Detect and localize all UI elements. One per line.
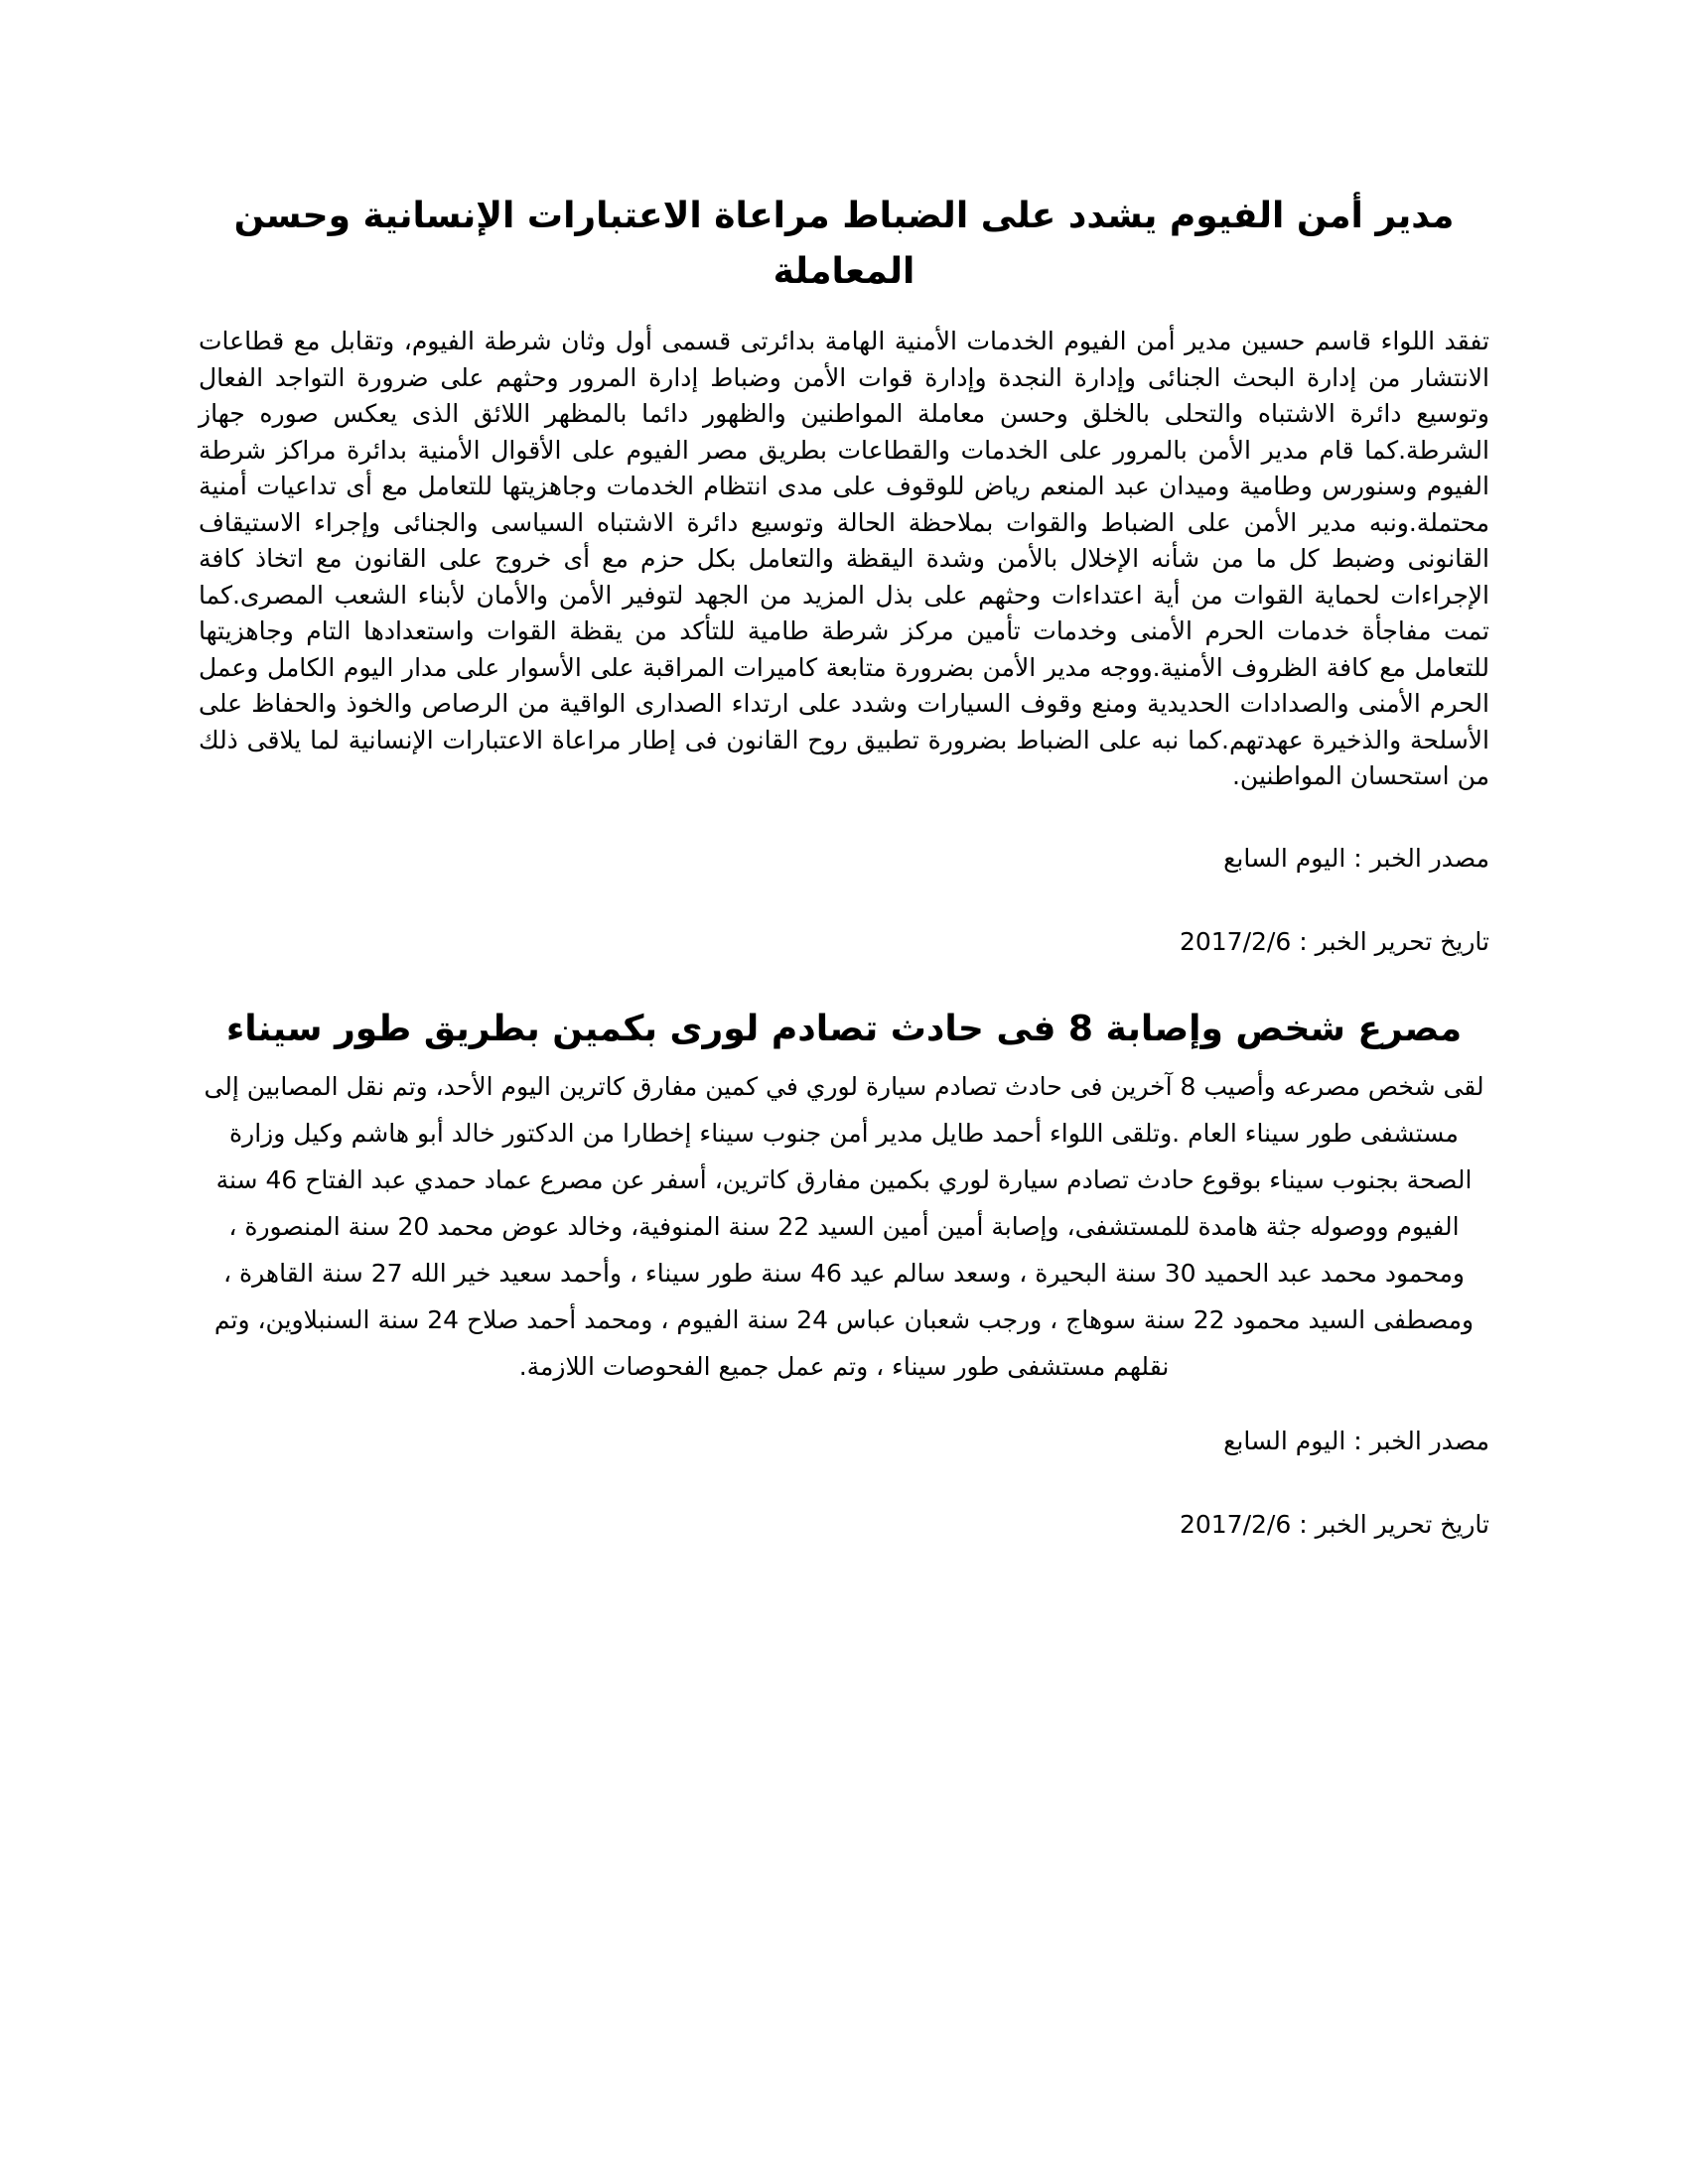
- news-source-label: مصدر الخبر: [1369, 843, 1489, 873]
- separator: :: [1299, 926, 1308, 956]
- news-date-value: 2017/2/6: [1179, 1509, 1292, 1539]
- article-security-inspection: [199, 189, 1489, 960]
- news-date-label: تاريخ تحرير الخبر: [1315, 1509, 1489, 1539]
- news-date: [199, 924, 1489, 960]
- separator: :: [1353, 843, 1362, 873]
- news-date-value: 2017/2/6: [1179, 926, 1292, 956]
- article-title: مدير أمن الفيوم يشدد على الضباط مراعاة الاعتبارات الإنسانية وحسن المعاملة: [233, 196, 1455, 292]
- article-sinai-accident: [199, 1002, 1489, 1543]
- news-date: [199, 1507, 1489, 1543]
- news-source-value: اليوم السابع: [1223, 1426, 1346, 1455]
- separator: :: [1353, 1426, 1362, 1455]
- news-date-label: تاريخ تحرير الخبر: [1315, 926, 1489, 956]
- news-source: [199, 841, 1489, 877]
- news-source-value: اليوم السابع: [1223, 843, 1346, 873]
- article-body: لقى شخص مصرعه وأصيب 8 آخرين فى حادث تصادم سيارة لوري في كمين مفارق كاترين اليوم الأحد، وتم نقل المصابين إلى مستشفى طور سيناء العام .وتلقى اللواء أحمد طايل مدير أمن جنوب سيناء إخطارا من الدكتور خالد أبو هاشم وكيل وزارة الصحة بجنوب سيناء بوقوع حادث تصادم سيارة لوري بكمين مفارق كاترين، أسفر عن مصرع عماد حمدي عبد الفتاح 46 سنة الفيوم ووصوله جثة هامدة للمستشفى، وإصابة أمين أمين السيد 22 سنة المنوفية، وخالد عوض محمد 20 سنة المنصورة ، ومحمود محمد عبد الحميد 30 سنة البحيرة ، وسعد سالم عيد 46 سنة طور سيناء ، وأحمد سعيد خير الله 27 سنة القاهرة ، ومصطفى السيد محمود 22 سنة سوهاج ، ورجب شعبان عباس 24 سنة الفيوم ، ومحمد أحمد صلاح 24 سنة السنبلاوين، وتم نقلهم مستشفى طور سيناء ، وتم عمل جميع الفحوصات اللازمة.: [204, 1071, 1484, 1381]
- news-source: [199, 1424, 1489, 1459]
- article-body: تفقد اللواء قاسم حسين مدير أمن الفيوم الخدمات الأمنية الهامة بدائرتى قسمى أول وثان شرطة الفيوم، وتقابل مع قطاعات الانتشار من إدارة البحث الجنائى وإدارة النجدة وإدارة قوات الأمن وضباط إدارة المرور وحثهم على ضرورة التواجد الفعال وتوسيع دائرة الاشتباه والتحلى بالخلق وحسن معاملة المواطنين والظهور دائما بالمظهر اللائق الذى يعكس صوره جهاز الشرطة.كما قام مدير الأمن بالمرور على الخدمات والقطاعات بطريق مصر الفيوم على الأقوال الأمنية بدائرة مراكز شرطة الفيوم وسنورس وطامية وميدان عبد المنعم رياض للوقوف على مدى انتظام الخدمات وجاهزيتها للتعامل مع أى تداعيات أمنية محتملة.ونبه مدير الأمن على الضباط والقوات بملاحظة الحالة وتوسيع دائرة الاشتباه السياسى والجنائى وإجراء الاستيقاف القانونى وضبط كل ما من شأنه الإخلال بالأمن وشدة اليقظة والتعامل بكل حزم مع أى خروج على القانون مع اتخاذ كافة الإجراءات لحماية القوات من أية اعتداءات وحثهم على بذل المزيد من الجهد لتوفير الأمن والأمان لأبناء الشعب المصرى.كما تمت مفاجأة خدمات الحرم الأمنى وخدمات تأمين مركز شرطة طامية للتأكد من يقظة القوات واستعدادها التام وجاهزيتها للتعامل مع كافة الظروف الأمنية.ووجه مدير الأمن بضرورة متابعة كاميرات المراقبة على الأسوار على مدار اليوم الكامل وعمل الحرم الأمنى والصدادات الحديدية ومنع وقوف السيارات وشدد على ارتداء الصدارى الواقية من الرصاص والخوذ والحفاظ على الأسلحة والذخيرة عهدتهم.كما نبه على الضباط بضرورة تطبيق روح القانون فى إطار مراعاة الاعتبارات الإنسانية لما يلاقى ذلك من استحسان المواطنين.: [199, 327, 1489, 790]
- article-title: مصرع شخص وإصابة 8 فى حادث تصادم لورى بكمين بطريق طور سيناء: [225, 1008, 1463, 1049]
- separator: :: [1299, 1509, 1308, 1539]
- document-page: [199, 189, 1489, 1543]
- news-source-label: مصدر الخبر: [1369, 1426, 1489, 1455]
